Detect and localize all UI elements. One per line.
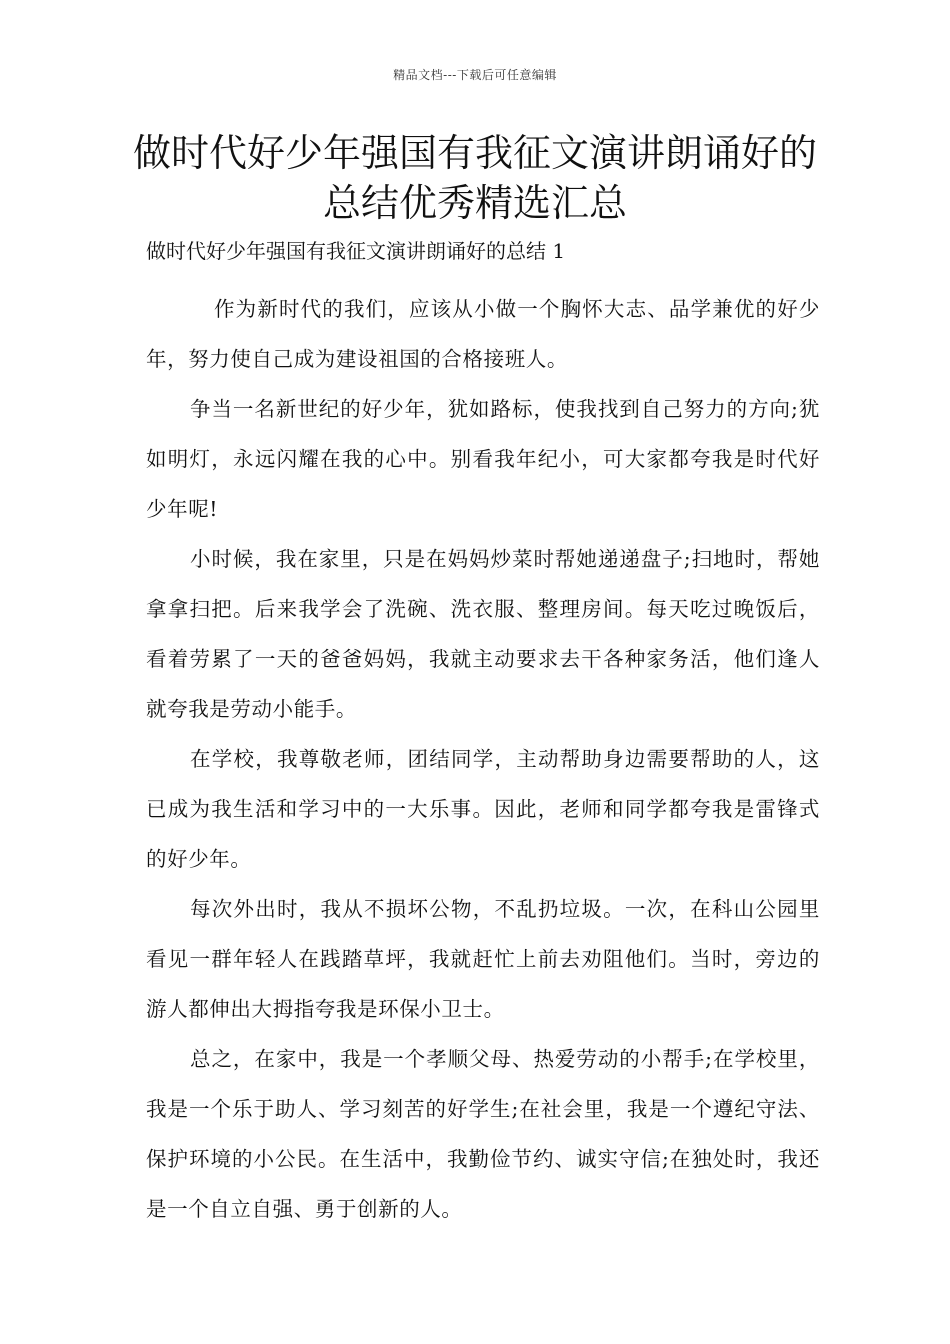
document-body [146, 284, 820, 1234]
header-note: 精品文档---下载后可任意编辑 [393, 68, 557, 82]
paragraph: 小时候，我在家里，只是在妈妈炒菜时帮她递递盘子;扫地时，帮她拿拿扫把。后来我学会了洗碗、洗衣服、整理房间。每天吃过晚饭后，看着劳累了一天的爸爸妈妈，我就主动要求去干各种家务活，他们逢人就夸我是劳动小能手。 [146, 547, 820, 721]
section-subtitle: 做时代好少年强国有我征文演讲朗诵好的总结 1 [146, 239, 566, 263]
paragraph: 总之，在家中，我是一个孝顺父母、热爱劳动的小帮手;在学校里，我是一个乐于助人、学习刻苦的好学生;在社会里，我是一个遵纪守法、保护环境的小公民。在生活中，我勤俭节约、诚实守信;在独处时，我还是一个自立自强、勇于创新的人。 [146, 1047, 820, 1221]
paragraph: 在学校，我尊敬老师，团结同学，主动帮助身边需要帮助的人，这已成为我生活和学习中的一大乐事。因此，老师和同学都夸我是雷锋式的好少年。 [146, 747, 820, 871]
paragraph: 争当一名新世纪的好少年，犹如路标，使我找到自己努力的方向;犹如明灯，永远闪耀在我的心中。别看我年纪小，可大家都夸我是时代好少年呢! [146, 397, 820, 521]
paragraph: 每次外出时，我从不损坏公物，不乱扔垃圾。一次，在科山公园里看见一群年轻人在践踏草坪，我就赶忙上前去劝阻他们。当时，旁边的游人都伸出大拇指夸我是环保小卫士。 [146, 897, 820, 1021]
paragraph: 作为新时代的我们，应该从小做一个胸怀大志、品学兼优的好少年，努力使自己成为建设祖国的合格接班人。 [146, 297, 820, 371]
document-title: 做时代好少年强国有我征文演讲朗诵好的总结优秀精选汇总 [132, 131, 817, 225]
